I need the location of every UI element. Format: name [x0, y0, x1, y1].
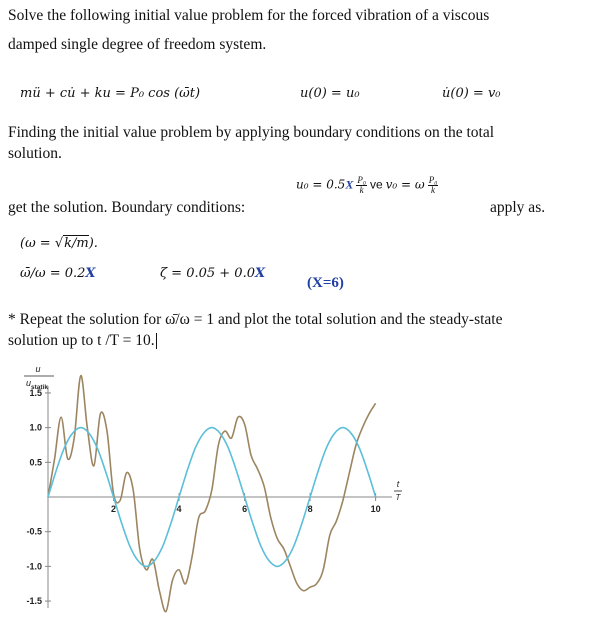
x-label-numerator: t: [396, 479, 400, 489]
x-tick-label: 2: [111, 504, 117, 514]
y-tick-label: -1.0: [26, 561, 42, 572]
v0-fraction: $\frac{\text{P₀}}{k}$: [428, 175, 438, 195]
y-label-numerator: u: [35, 364, 41, 374]
y-label-denominator: u: [26, 378, 32, 388]
total-solution-line: [48, 376, 376, 612]
repeat-line-2: solution up to t /T = 10.: [8, 332, 155, 349]
x-value-note: (X=6): [307, 275, 344, 291]
u0-prefix: u₀ = 0.5: [296, 177, 346, 192]
paragraph-line-2: solution.: [8, 145, 62, 162]
y-tick-label: -0.5: [26, 526, 42, 537]
problem-line-2: damped single degree of freedom system.: [8, 36, 267, 53]
y-tick-label: -1.5: [26, 596, 42, 607]
v0-prefix: v₀ = ω: [385, 177, 425, 192]
damping-ratio: ζ = 0.05 + 0.0X: [160, 266, 266, 281]
x-tick-label: 8: [307, 504, 313, 514]
frequency-ratio: ω̄/ω = 0.2X: [20, 266, 96, 281]
x-tick-label: 6: [242, 504, 248, 514]
chart-lines: [48, 376, 376, 612]
initial-condition-u: u(0) = u₀: [300, 86, 360, 101]
bc-lead-text: get the solution. Boundary conditions:: [8, 199, 246, 216]
u0-x: X: [345, 177, 354, 192]
y-tick-label: 1.5: [29, 387, 42, 398]
repeat-line-1: * Repeat the solution for ω̄/ω = 1 and plot the total solution and the steady-state: [8, 311, 503, 328]
apply-as-text: apply as.: [490, 199, 546, 216]
y-tick-label: 0.5: [29, 457, 42, 468]
response-chart: [0, 358, 591, 618]
equation-of-motion: mü + cu̇ + ku = P₀ cos (ω̄t): [20, 86, 201, 101]
omega-definition: (ω = √k/m).: [20, 236, 98, 251]
problem-line-1: Solve the following initial value problem for the forced vibration of a viscous: [8, 7, 490, 24]
ve-word: ve: [369, 177, 383, 192]
x-tick-label: 4: [176, 504, 182, 514]
x-tick-label: 10: [370, 504, 381, 514]
y-label-denominator-sub: statik: [31, 384, 48, 391]
initial-condition-v: u̇(0) = v₀: [442, 86, 501, 101]
x-label-denominator: T: [395, 493, 401, 502]
text-cursor: [156, 333, 157, 349]
bc-expression: [296, 176, 438, 195]
y-tick-label: 1.0: [29, 422, 42, 433]
u0-fraction: $\frac{\text{P₀}}{k}$: [357, 175, 366, 195]
paragraph-line-1: Finding the initial value problem by applying boundary conditions on the total: [8, 124, 495, 141]
